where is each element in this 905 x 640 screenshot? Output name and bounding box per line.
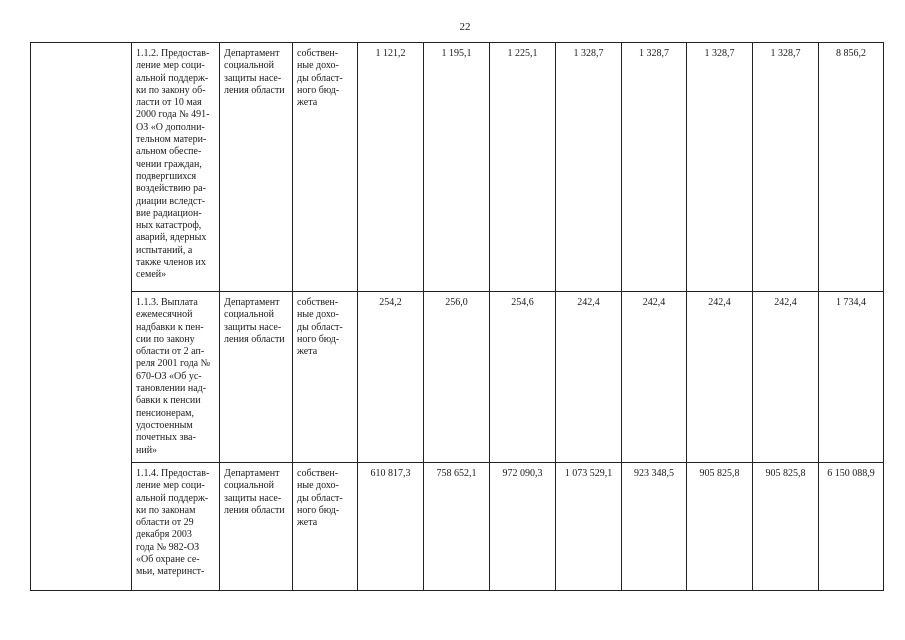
value-cell: 905 825,8 (687, 463, 753, 591)
value-cell: 242,4 (687, 292, 753, 463)
table-row (31, 43, 884, 292)
value-cell: 256,0 (424, 292, 490, 463)
total-cell: 8 856,2 (819, 43, 884, 292)
row-funding-source: собствен- ные дохо- ды област- ного бюд- жета (293, 292, 358, 463)
value-cell: 1 195,1 (424, 43, 490, 292)
row-department: Департамент социальной защиты насе- ления области (220, 463, 293, 591)
value-cell: 242,4 (622, 292, 687, 463)
value-cell: 923 348,5 (622, 463, 687, 591)
value-cell: 1 328,7 (687, 43, 753, 292)
row-description: 1.1.3. Выплата ежемесячной надбавки к пен- сии по закону области от 2 ап- реля 2001 года № 670-ОЗ «Об ус- тановлении над- бавки к пенсии пенсионерам, удостоенным почетных зва- ний» (132, 292, 220, 463)
value-cell: 254,6 (490, 292, 556, 463)
row-department: Департамент социальной защиты насе- ления области (220, 292, 293, 463)
value-cell: 905 825,8 (753, 463, 819, 591)
value-cell: 758 652,1 (424, 463, 490, 591)
value-cell: 1 073 529,1 (556, 463, 622, 591)
budget-table (30, 42, 884, 591)
value-cell: 1 121,2 (358, 43, 424, 292)
value-cell: 1 328,7 (753, 43, 819, 292)
table-row (31, 463, 884, 591)
row-department: Департамент социальной защиты насе- ления области (220, 43, 293, 292)
total-cell: 6 150 088,9 (819, 463, 884, 591)
row-description: 1.1.2. Предостав- ление мер соци- альной поддерж- ки по закону об- ласти от 10 мая 2000 года № 491- ОЗ «О дополни- тельном матери- альном обеспе- чении граждан, подвергшихся воздействию ра- диации вследст- вие радиацион- ных катастроф, аварий, ядерных испытаний, а также членов их семей» (132, 43, 220, 292)
value-cell: 1 328,7 (622, 43, 687, 292)
row-funding-source: собствен- ные дохо- ды област- ного бюд- жета (293, 43, 358, 292)
total-cell: 1 734,4 (819, 292, 884, 463)
empty-left-cell (31, 43, 132, 591)
value-cell: 1 328,7 (556, 43, 622, 292)
value-cell: 1 225,1 (490, 43, 556, 292)
row-funding-source: собствен- ные дохо- ды област- ного бюд- жета (293, 463, 358, 591)
value-cell: 242,4 (556, 292, 622, 463)
table-row (31, 292, 884, 463)
value-cell: 254,2 (358, 292, 424, 463)
row-description: 1.1.4. Предостав- ление мер соци- альной поддерж- ки по законам области от 29 декабря 2003 года № 982-ОЗ «Об охране се- мьи, материнст- (132, 463, 220, 591)
page-number: 22 (459, 21, 471, 33)
value-cell: 972 090,3 (490, 463, 556, 591)
value-cell: 242,4 (753, 292, 819, 463)
value-cell: 610 817,3 (358, 463, 424, 591)
